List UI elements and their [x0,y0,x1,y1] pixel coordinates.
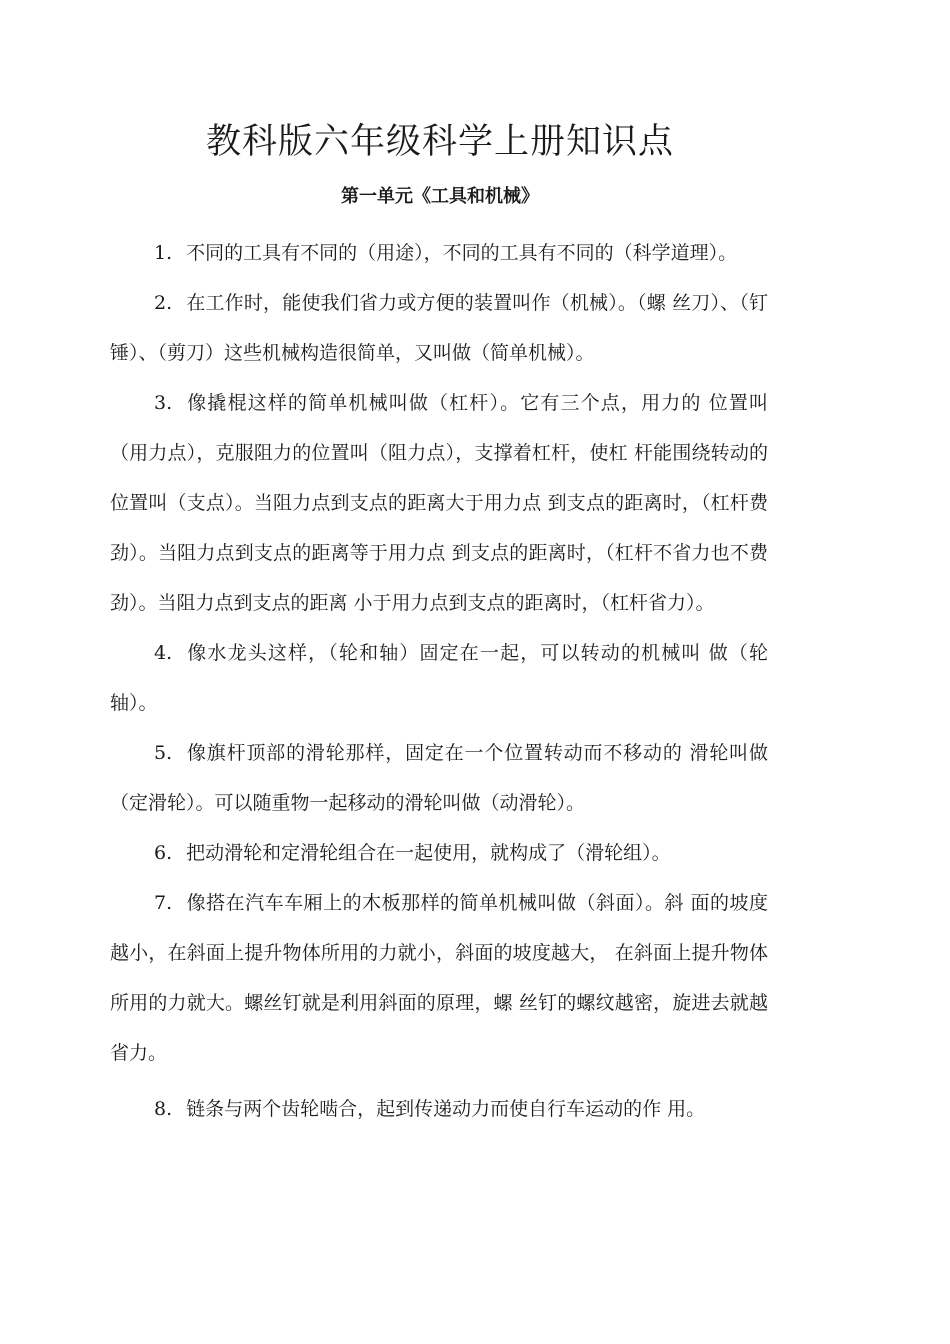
item-number: 3. [154,392,173,414]
knowledge-point [110,228,768,278]
document-title: 教科版六年级科学上册知识点 [205,122,674,162]
unit-heading: 第一单元《工具和机械》 [341,186,539,207]
item-number: 2. [154,292,173,314]
item-text: 不同的工具有不同的（用途），不同的工具有不同的（科学道理）。 [186,242,738,264]
knowledge-point-list [110,228,768,1134]
knowledge-point [110,828,768,878]
item-number: 6. [154,842,173,864]
item-number: 7. [154,892,173,914]
item-text: 像撬棍这样的简单机械叫做（杠杆）。它有三个点，用力的 位置叫（用力点），克服阻力的位置叫（阻力点），支撑着杠杆，使杠 杆能围绕转动的位置叫（支点）。当阻力点到支点的距离大于用力点 到支点的距离时，（杠杆费劲）。当阻力点到支点的距离等于用力点 到支点的距离时，（杠杆不省力也不费劲）。当阻力点到支点的距离 小于用力点到支点的距离时，（杠杆省力）。 [110,392,768,614]
item-text: 链条与两个齿轮啮合，起到传递动力而使自行车运动的作 用。 [186,1098,706,1120]
knowledge-point [110,278,768,378]
item-text: 像搭在汽车车厢上的木板那样的简单机械叫做（斜面）。斜 面的坡度越小，在斜面上提升物体所用的力就小，斜面的坡度越大， 在斜面上提升物体所用的力就大。螺丝钉就是利用斜面的原理，螺 丝钉的螺纹越密，旋进去就越省力。 [110,892,768,1064]
item-number: 5. [154,742,173,764]
knowledge-point [110,378,768,628]
item-number: 4. [154,642,173,664]
item-text: 在工作时，能使我们省力或方便的装置叫作（机械）。（螺 丝刀）、（钉锤）、（剪刀）这些机械构造很简单，又叫做（简单机械）。 [110,292,768,364]
item-text: 像水龙头这样，（轮和轴）固定在一起，可以转动的机械叫 做（轮轴）。 [110,642,768,714]
knowledge-point [110,1084,768,1134]
item-text: 把动滑轮和定滑轮组合在一起使用，就构成了（滑轮组）。 [186,842,671,864]
item-text: 像旗杆顶部的滑轮那样，固定在一个位置转动而不移动的 滑轮叫做（定滑轮）。可以随重物一起移动的滑轮叫做（动滑轮）。 [110,742,768,814]
knowledge-point [110,728,768,828]
item-number: 1. [154,242,173,264]
item-number: 8. [154,1098,173,1120]
knowledge-point [110,878,768,1078]
knowledge-point [110,628,768,728]
